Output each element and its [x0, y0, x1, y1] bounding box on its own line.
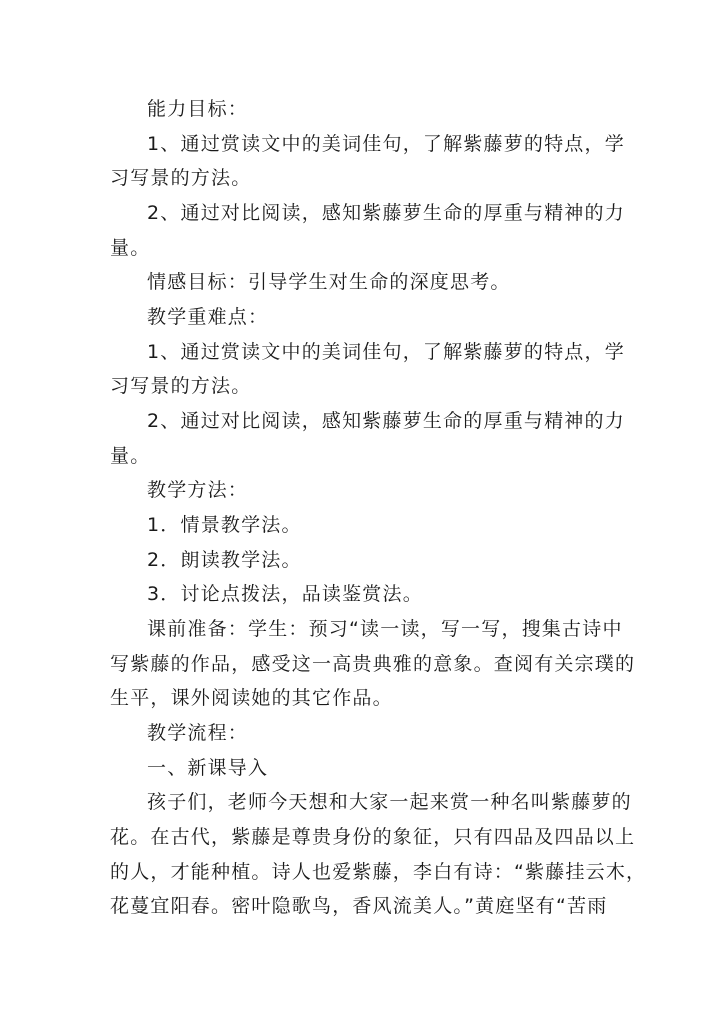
paragraph-line: 花。在古代，紫藤是尊贵身份的象征，只有四品及四品以上: [110, 826, 636, 848]
heading-ability-goals: 能力目标：: [147, 98, 249, 120]
paragraph-line: 2、通过对比阅读，感知紫藤萝生命的厚重与精神的力: [147, 202, 625, 224]
list-item: 3．讨论点拨法，品读鉴赏法。: [147, 583, 423, 605]
paragraph-line: 孩子们，老师今天想和大家一起来赏一种名叫紫藤萝的: [147, 791, 632, 813]
paragraph-line: 情感目标：引导学生对生命的深度思考。: [147, 271, 511, 293]
paragraph-line: 1、通过赏读文中的美词佳句，了解紫藤萝的特点，学: [147, 341, 625, 363]
list-item: 2．朗读教学法。: [147, 549, 302, 571]
paragraph-line: 的人，才能种植。诗人也爱紫藤，李白有诗：“紫藤挂云木，: [110, 861, 647, 883]
list-item: 1．情景教学法。: [147, 514, 302, 536]
paragraph-line: 习写景的方法。: [110, 375, 252, 397]
heading-teaching-process: 教学流程：: [147, 722, 249, 744]
paragraph-line: 习写景的方法。: [110, 167, 252, 189]
section-heading: 一、新课导入: [147, 757, 269, 779]
paragraph-line: 2、通过对比阅读，感知紫藤萝生命的厚重与精神的力: [147, 410, 625, 432]
paragraph-line: 1、通过赏读文中的美词佳句，了解紫藤萝的特点，学: [147, 133, 625, 155]
paragraph-line: 生平，课外阅读她的其它作品。: [110, 687, 393, 709]
heading-teaching-methods: 教学方法：: [147, 479, 249, 501]
heading-key-points: 教学重难点：: [147, 306, 269, 328]
paragraph-line: 课前准备：学生：预习“读一读，写一写，搜集古诗中: [147, 618, 623, 640]
paragraph-line: 量。: [110, 237, 151, 259]
paragraph-line: 花蔓宜阳春。密叶隐歌鸟，香风流美人。”黄庭坚有“苦雨: [110, 895, 608, 917]
paragraph-line: 写紫藤的作品，感受这一高贵典雅的意象。查阅有关宗璞的: [110, 653, 636, 675]
paragraph-line: 量。: [110, 445, 151, 467]
